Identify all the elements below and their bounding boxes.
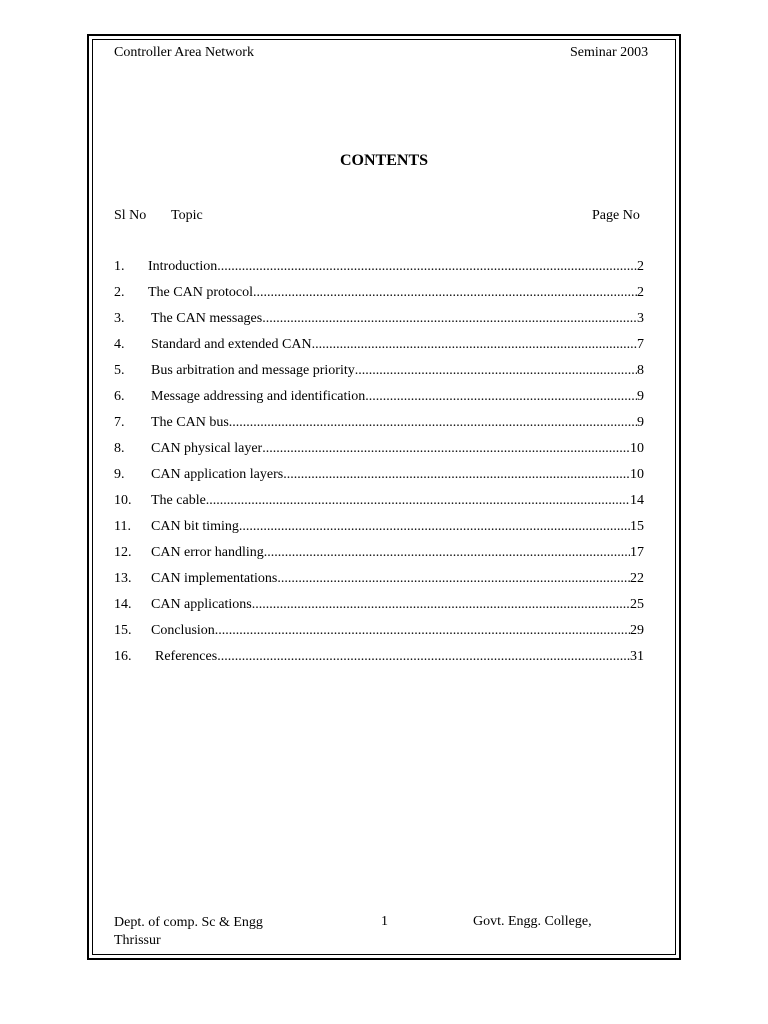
toc-entry-page: 22: [630, 571, 644, 586]
toc-entry-topic: CAN physical layer: [151, 441, 263, 456]
toc-entry-topic: The CAN protocol: [148, 285, 253, 300]
toc-entry[interactable]: [114, 259, 644, 285]
column-header-sl-no: Sl No: [114, 208, 147, 223]
toc-entry-number: 11.: [114, 519, 131, 534]
toc-entry-topic: The CAN messages: [151, 311, 263, 326]
toc-leader-dots: [283, 467, 630, 483]
toc-entry-page: 9: [637, 389, 644, 404]
toc-entry-number: 5.: [114, 363, 125, 378]
toc-entry-topic: Conclusion: [151, 623, 215, 638]
toc-entry[interactable]: [114, 545, 644, 571]
toc-entry-number: 14.: [114, 597, 132, 612]
toc-entry-topic: CAN error handling: [151, 545, 264, 560]
toc-leader-dots: [206, 493, 630, 509]
toc-entry-topic: References: [155, 649, 218, 664]
toc-entry-topic: The CAN bus: [151, 415, 229, 430]
toc-entry-number: 2.: [114, 285, 125, 300]
toc-entry[interactable]: [114, 311, 644, 337]
toc-leader-dots: [264, 545, 630, 561]
toc-entry-page: 10: [630, 467, 644, 482]
toc-entry-page: 15: [630, 519, 644, 534]
column-header-topic: Topic: [171, 208, 203, 223]
toc-entry[interactable]: [114, 285, 644, 311]
toc-entry-page: 29: [630, 623, 644, 638]
toc-entry-topic: Standard and extended CAN: [151, 337, 312, 352]
toc-entry-page: 25: [630, 597, 644, 612]
toc-entry-topic: Introduction: [148, 259, 218, 274]
toc-entry-number: 7.: [114, 415, 125, 430]
toc-entry[interactable]: [114, 597, 644, 623]
toc-entry-number: 10.: [114, 493, 132, 508]
toc-entry-topic: CAN implementations: [151, 571, 278, 586]
toc-entry-number: 16.: [114, 649, 132, 664]
toc-entry-page: 2: [637, 285, 644, 300]
toc-entry-topic: CAN applications: [151, 597, 252, 612]
toc-entry[interactable]: [114, 519, 644, 545]
toc-entry[interactable]: [114, 363, 644, 389]
toc-leader-dots: [229, 415, 637, 431]
toc-leader-dots: [215, 623, 630, 639]
toc-entry-number: 1.: [114, 259, 125, 274]
toc-entry-number: 3.: [114, 311, 125, 326]
toc-entry[interactable]: [114, 649, 644, 675]
toc-entry-page: 9: [637, 415, 644, 430]
toc-entry-number: 8.: [114, 441, 125, 456]
toc-entry[interactable]: [114, 571, 644, 597]
toc-entry-page: 14: [630, 493, 644, 508]
toc-leader-dots: [355, 363, 637, 379]
footer-department: [114, 914, 314, 950]
toc-leader-dots: [239, 519, 630, 535]
toc-entry-number: 9.: [114, 467, 125, 482]
toc-entry-page: 31: [630, 649, 644, 664]
footer-city-line: Thrissur: [114, 933, 161, 948]
toc-leader-dots: [312, 337, 637, 353]
toc-entry-page: 10: [630, 441, 644, 456]
toc-leader-dots: [365, 389, 637, 405]
footer-page-number: 1: [381, 914, 388, 929]
toc-entry-page: 17: [630, 545, 644, 560]
toc-leader-dots: [217, 259, 637, 275]
toc-entry-number: 13.: [114, 571, 132, 586]
toc-entry-topic: The cable: [151, 493, 206, 508]
toc-entry[interactable]: [114, 389, 644, 415]
footer-college: Govt. Engg. College,: [473, 914, 592, 929]
toc-entry-page: 7: [637, 337, 644, 352]
toc-entry[interactable]: [114, 623, 644, 649]
column-header-page-no: Page No: [592, 208, 640, 223]
header-seminar-year: Seminar 2003: [570, 45, 649, 60]
toc-entry-page: 8: [637, 363, 644, 378]
toc-entry[interactable]: [114, 415, 644, 441]
toc-leader-dots: [217, 649, 630, 665]
toc-entry-topic: CAN bit timing: [151, 519, 239, 534]
toc-leader-dots: [262, 441, 630, 457]
table-of-contents: [114, 259, 644, 675]
toc-entry-page: 2: [637, 259, 644, 274]
toc-entry[interactable]: [114, 493, 644, 519]
header-document-title: Controller Area Network: [114, 45, 254, 60]
toc-entry-page: 3: [637, 311, 644, 326]
toc-leader-dots: [262, 311, 637, 327]
toc-entry[interactable]: [114, 441, 644, 467]
toc-entry-topic: Message addressing and identification: [151, 389, 366, 404]
toc-leader-dots: [253, 285, 637, 301]
toc-entry[interactable]: [114, 337, 644, 363]
toc-entry-number: 15.: [114, 623, 132, 638]
toc-entry-topic: Bus arbitration and message priority: [151, 363, 355, 378]
toc-leader-dots: [252, 597, 630, 613]
toc-entry-topic: CAN application layers: [151, 467, 284, 482]
toc-entry-number: 4.: [114, 337, 125, 352]
toc-entry-number: 6.: [114, 389, 125, 404]
toc-entry-number: 12.: [114, 545, 132, 560]
contents-title: CONTENTS: [339, 152, 429, 169]
toc-leader-dots: [277, 571, 630, 587]
footer-department-line: Dept. of comp. Sc & Engg: [114, 915, 263, 930]
toc-entry[interactable]: [114, 467, 644, 493]
